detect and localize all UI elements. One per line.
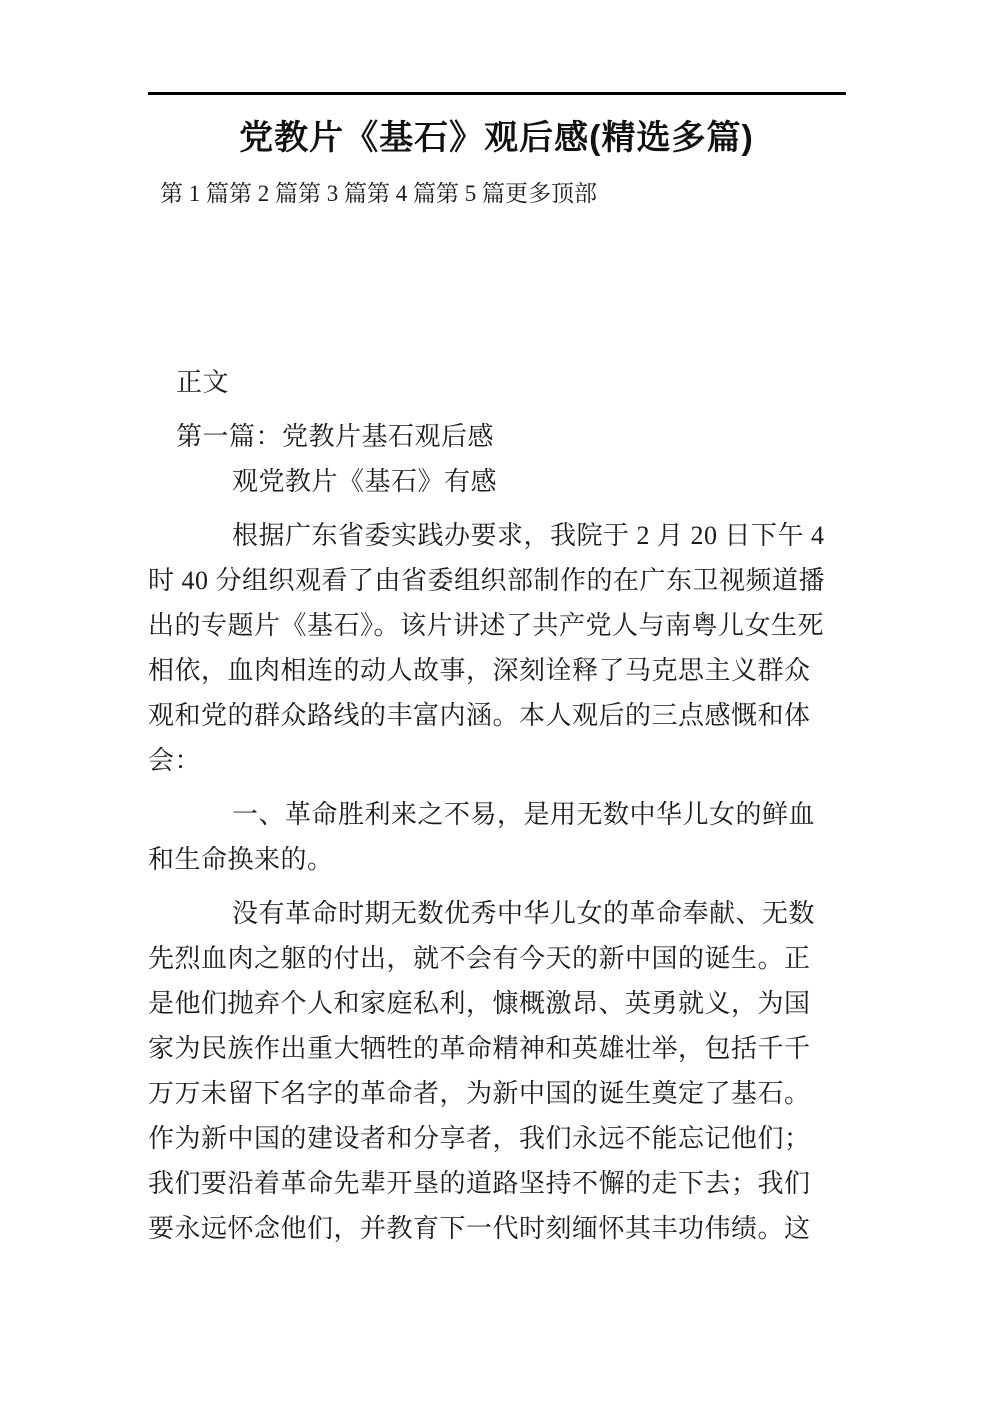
text-line: 没有革命时期无数优秀中华儿女的革命奉献、无数 [232,899,816,928]
text-line: 出的专题片《基石》。该片讲述了共产党人与南粤儿女生死 [148,611,825,640]
nav-link-1[interactable]: 第 1 篇 [160,181,229,206]
nav-link-7[interactable]: 顶部 [551,181,597,206]
text-line: 时 40 分组织观看了由省委组织部制作的在广东卫视频道播 [148,566,826,595]
text-line: 万万未留下名字的革命者，为新中国的诞生奠定了基石。 [148,1079,811,1108]
nav-link-3[interactable]: 第 3 篇 [298,181,367,206]
text-line: 会： [148,746,202,775]
text-line: 观党教片《基石》有感 [232,467,498,496]
nav-link-6[interactable]: 更多 [505,181,551,206]
text-line: 我们要沿着革命先辈开垦的道路坚持不懈的走下去；我们 [148,1169,811,1198]
nav-link-2[interactable]: 第 2 篇 [229,181,298,206]
text-line: 要永远怀念他们，并教育下一代时刻缅怀其丰功伟绩。这 [148,1214,811,1243]
text-line: 根据广东省委实践办要求，我院于 2 月 20 日下午 4 [232,521,825,550]
text-line: 作为新中国的建设者和分享者，我们永远不能忘记他们； [148,1124,811,1153]
document-body [148,360,848,1251]
text-line: 家为民族作出重大牺牲的革命精神和英雄壮举，包括千千 [148,1034,811,1063]
nav-link-5[interactable]: 第 5 篇 [436,181,505,206]
text-line: 相依，血肉相连的动人故事，深刻诠释了马克思主义群众 [148,656,811,685]
nav-link-4[interactable]: 第 4 篇 [367,181,436,206]
header-divider [148,92,846,95]
text-line: 观和党的群众路线的丰富内涵。本人观后的三点感慨和体 [148,701,811,730]
text-line: 是他们抛弃个人和家庭私利，慷概激昂、英勇就义，为国 [148,989,811,1018]
page-title: 党教片《基石》观后感(精选多篇) [239,119,754,157]
article-nav [160,178,597,210]
text-line: 第一篇：党教片基石观后感 [176,422,495,451]
text-line: 正文 [176,368,230,397]
text-line: 先烈血肉之躯的付出，就不会有今天的新中国的诞生。正 [148,944,811,973]
text-line: 和生命换来的。 [148,845,334,874]
text-line: 一、革命胜利来之不易，是用无数中华儿女的鲜血 [232,800,816,829]
